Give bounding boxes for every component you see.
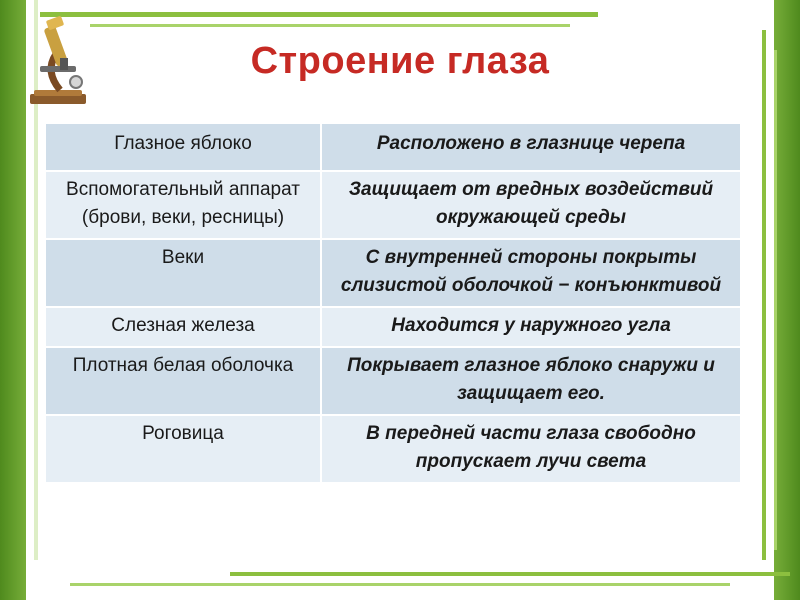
page-title: Строение глаза — [250, 40, 550, 82]
decor-line-right-green-2 — [774, 50, 777, 550]
table-row — [45, 347, 741, 415]
table-cell-description: Расположено в глазнице черепа — [321, 123, 741, 171]
table-row — [45, 307, 741, 347]
table-cell-term: Роговица — [45, 415, 321, 483]
table-cell-term: Плотная белая оболочка — [45, 347, 321, 415]
table-cell-term: Глазное яблоко — [45, 123, 321, 171]
table-cell-description: Находится у наружного угла — [321, 307, 741, 347]
table-cell-term: Слезная железа — [45, 307, 321, 347]
decor-line-bottom-green-2 — [70, 583, 730, 586]
table-row — [45, 123, 741, 171]
table-cell-description: Защищает от вредных воздействий окружающей среды — [321, 171, 741, 239]
decor-line-right-green — [762, 30, 766, 560]
table-cell-description: Покрывает глазное яблоко снаружи и защищает его. — [321, 347, 741, 415]
table-cell-description: В передней части глаза свободно пропускает лучи света — [321, 415, 741, 483]
table-row — [45, 239, 741, 307]
table-cell-description: С внутренней стороны покрыты слизистой оболочкой − конъюнктивой — [321, 239, 741, 307]
table-cell-term: Веки — [45, 239, 321, 307]
decor-line-bottom-green — [230, 572, 790, 576]
table-cell-term: Вспомогательный аппарат (брови, веки, ресницы) — [45, 171, 321, 239]
table-row — [45, 171, 741, 239]
eye-structure-table — [44, 122, 742, 484]
decor-line-top-green-2 — [90, 24, 570, 27]
table-row — [45, 415, 741, 483]
decor-line-top-green — [40, 12, 598, 17]
